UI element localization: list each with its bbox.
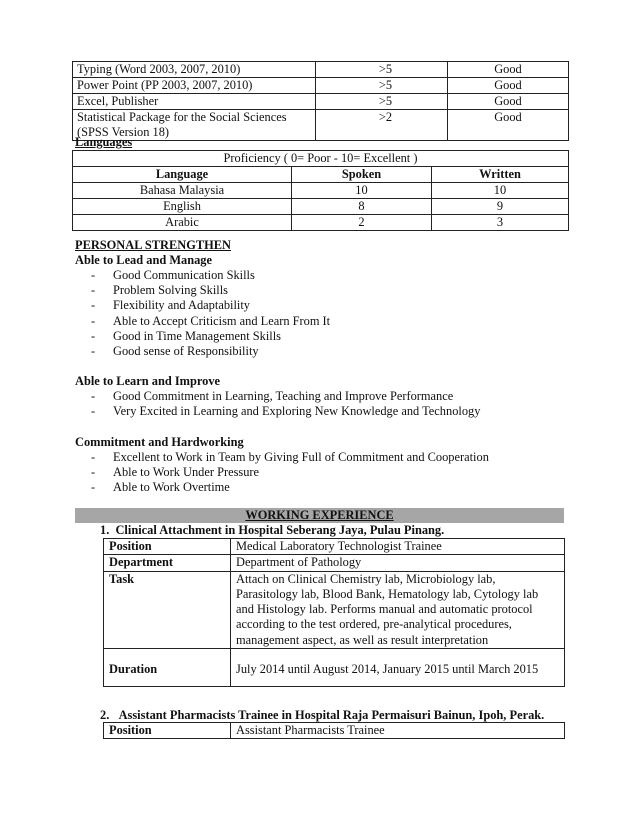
column-header-spoken: Spoken [292, 167, 432, 183]
skill-level: Good [448, 62, 569, 78]
column-header-written: Written [432, 167, 569, 183]
position-label: Position [104, 723, 231, 739]
table-row [73, 110, 569, 141]
task-value: Attach on Clinical Chemistry lab, Microbiology lab, Parasitology lab, Blood Bank, Hematology lab, Cytology lab and Histology lab. Performs manual and automatic protocol according to the test ordered, pre-analytical procedures, management aspect, as well as result interpretation [231, 571, 565, 648]
list-item: - Very Excited in Learning and Exploring New Knowledge and Technology [75, 404, 575, 419]
table-row [104, 723, 565, 739]
list-item: - Good Communication Skills [75, 268, 575, 283]
skill-years: >2 [316, 110, 448, 141]
skill-level: Good [448, 94, 569, 110]
software-skills-table [72, 61, 569, 141]
column-header-language: Language [73, 167, 292, 183]
list-item: - Able to Work Under Pressure [75, 465, 575, 480]
list-item: - Flexibility and Adaptability [75, 298, 575, 313]
list-item: - Good sense of Responsibility [75, 344, 575, 359]
list-item: - Problem Solving Skills [75, 283, 575, 298]
job-details-table [103, 538, 565, 687]
strength-list [75, 389, 575, 419]
proficiency-note: Proficiency ( 0= Poor - 10= Excellent ) [73, 151, 569, 167]
job-details-table [103, 722, 565, 739]
language-written: 3 [432, 215, 569, 231]
languages-heading: Languages [75, 135, 133, 149]
skill-level: Good [448, 110, 569, 141]
strength-group-title: Able to Lead and Manage [75, 253, 212, 267]
language-name: Arabic [73, 215, 292, 231]
language-spoken: 8 [292, 199, 432, 215]
table-row [73, 183, 569, 199]
list-item: - Excellent to Work in Team by Giving Full of Commitment and Cooperation [75, 450, 575, 465]
duration-label: Duration [104, 649, 231, 687]
table-row [104, 539, 565, 555]
table-row [73, 199, 569, 215]
skill-years: >5 [316, 62, 448, 78]
personal-strengths-section [75, 238, 575, 495]
table-row [104, 571, 565, 648]
skill-level: Good [448, 78, 569, 94]
strength-group-title: Commitment and Hardworking [75, 434, 244, 449]
table-row [73, 215, 569, 231]
skill-years: >5 [316, 94, 448, 110]
strength-group-title: Able to Learn and Improve [75, 374, 221, 389]
skill-name: Typing (Word 2003, 2007, 2010) [73, 62, 316, 78]
language-name: Bahasa Malaysia [73, 183, 292, 199]
skill-years: >5 [316, 78, 448, 94]
language-written: 10 [432, 183, 569, 199]
table-row [104, 649, 565, 687]
task-label: Task [104, 571, 231, 648]
language-name: English [73, 199, 292, 215]
department-value: Department of Pathology [231, 555, 565, 571]
position-label: Position [104, 539, 231, 555]
proficiency-row [73, 151, 569, 167]
table-row [73, 78, 569, 94]
list-item: - Good in Time Management Skills [75, 329, 575, 344]
language-spoken: 2 [292, 215, 432, 231]
skill-name: Statistical Package for the Social Sciences (SPSS Version 18) [73, 110, 316, 141]
skill-name: Power Point (PP 2003, 2007, 2010) [73, 78, 316, 94]
list-item: - Able to Accept Criticism and Learn From It [75, 314, 575, 329]
table-row [104, 555, 565, 571]
duration-value: July 2014 until August 2014, January 2015 until March 2015 [231, 649, 565, 687]
skill-name: Excel, Publisher [73, 94, 316, 110]
languages-table [72, 150, 569, 231]
table-row [73, 94, 569, 110]
language-written: 9 [432, 199, 569, 215]
list-item: - Good Commitment in Learning, Teaching and Improve Performance [75, 389, 575, 404]
table-row [73, 62, 569, 78]
strength-list [75, 268, 575, 359]
strengths-heading: PERSONAL STRENGTHEN [75, 238, 231, 252]
department-label: Department [104, 555, 231, 571]
strength-list [75, 450, 575, 496]
language-spoken: 10 [292, 183, 432, 199]
job-title: 1. Clinical Attachment in Hospital Seberang Jaya, Pulau Pinang. [100, 523, 445, 537]
position-value: Medical Laboratory Technologist Trainee [231, 539, 565, 555]
position-value: Assistant Pharmacists Trainee [231, 723, 565, 739]
table-header-row [73, 167, 569, 183]
job-title: 2. Assistant Pharmacists Trainee in Hospital Raja Permaisuri Bainun, Ipoh, Perak. [100, 708, 545, 722]
working-experience-heading: WORKING EXPERIENCE [75, 508, 564, 523]
list-item: - Able to Work Overtime [75, 480, 575, 495]
